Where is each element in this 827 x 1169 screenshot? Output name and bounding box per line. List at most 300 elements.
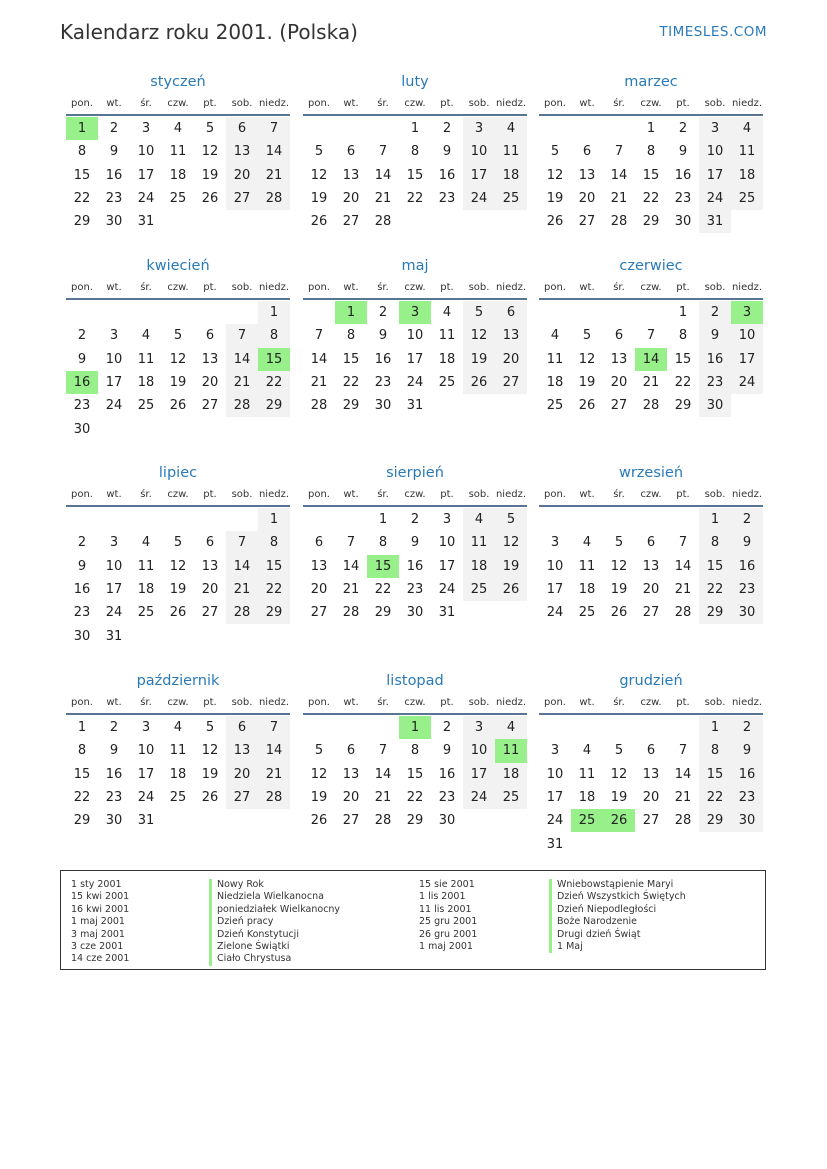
day-cell: 14 bbox=[258, 140, 290, 163]
day-cell: 9 bbox=[77, 351, 87, 367]
day-cell: 18 bbox=[169, 167, 187, 183]
day-cell: 11 bbox=[578, 766, 596, 782]
weekday-label: czw. bbox=[404, 281, 426, 293]
month-block bbox=[539, 72, 763, 233]
weekday-label: pon. bbox=[71, 281, 93, 293]
day-cell: 30 bbox=[674, 214, 692, 230]
month-name: grudzień bbox=[619, 673, 683, 689]
day-cell: 28 bbox=[610, 214, 628, 230]
day-cell: 3 bbox=[463, 716, 495, 739]
day-cell: 21 bbox=[258, 763, 290, 786]
day-cell: 27 bbox=[226, 786, 258, 809]
day-cell: 3 bbox=[550, 535, 560, 551]
day-cell: 4 bbox=[582, 743, 592, 759]
day-cell: 28 bbox=[674, 605, 692, 621]
day-cell: 23 bbox=[674, 191, 692, 207]
day-cell: 8 bbox=[678, 328, 688, 344]
day-cell: 21 bbox=[610, 191, 628, 207]
day-cell: 24 bbox=[546, 605, 564, 621]
legend-date: 15 sie 2001 bbox=[419, 879, 475, 890]
legend-holiday-name: Dzień pracy bbox=[209, 916, 409, 928]
legend-date: 1 maj 2001 bbox=[71, 916, 125, 928]
day-cell: 11 bbox=[495, 140, 527, 163]
day-grid bbox=[539, 301, 763, 417]
empty-cell bbox=[635, 301, 667, 324]
weekday-label: pon. bbox=[544, 281, 566, 293]
day-cell: 13 bbox=[495, 324, 527, 347]
day-cell: 9 bbox=[442, 144, 452, 160]
weekday-label: pt. bbox=[676, 97, 690, 109]
day-cell: 20 bbox=[578, 191, 596, 207]
day-cell: 3 bbox=[109, 328, 119, 344]
day-cell: 3 bbox=[442, 512, 452, 528]
day-cell: 4 bbox=[173, 121, 183, 137]
day-cell: 30 bbox=[699, 394, 731, 417]
empty-cell bbox=[130, 301, 162, 324]
day-cell: 25 bbox=[546, 398, 564, 414]
weekday-label: niedz. bbox=[258, 488, 290, 500]
day-cell: 26 bbox=[610, 605, 628, 621]
day-cell: 16 bbox=[374, 351, 392, 367]
day-cell: 10 bbox=[731, 324, 763, 347]
empty-cell bbox=[667, 716, 699, 739]
legend-date: 16 kwi 2001 bbox=[71, 903, 130, 915]
holiday-day-cell: 25 bbox=[571, 809, 603, 832]
legend-date: 1 maj 2001 bbox=[419, 941, 473, 953]
weekday-label: śr. bbox=[613, 488, 625, 500]
day-cell: 5 bbox=[205, 720, 215, 736]
weekday-label: sob. bbox=[468, 696, 490, 708]
weekday-label: wt. bbox=[343, 281, 359, 293]
day-cell: 27 bbox=[610, 398, 628, 414]
day-cell: 2 bbox=[109, 121, 119, 137]
weekday-label: niedz. bbox=[495, 488, 527, 500]
day-cell: 20 bbox=[201, 375, 219, 391]
empty-cell bbox=[367, 716, 399, 739]
day-cell: 28 bbox=[642, 398, 660, 414]
weekday-label: sob. bbox=[468, 488, 490, 500]
weekday-label: niedz. bbox=[495, 97, 527, 109]
day-cell: 26 bbox=[495, 578, 527, 601]
day-cell: 25 bbox=[169, 191, 187, 207]
day-cell: 9 bbox=[699, 324, 731, 347]
weekday-label: czw. bbox=[404, 696, 426, 708]
weekday-label: wt. bbox=[579, 97, 595, 109]
day-cell: 27 bbox=[342, 214, 360, 230]
day-cell: 5 bbox=[173, 328, 183, 344]
day-cell: 12 bbox=[310, 766, 328, 782]
weekday-label: czw. bbox=[167, 488, 189, 500]
day-cell: 18 bbox=[463, 555, 495, 578]
day-cell: 27 bbox=[226, 187, 258, 210]
weekday-label: czw. bbox=[404, 488, 426, 500]
day-cell: 6 bbox=[582, 144, 592, 160]
day-cell: 31 bbox=[438, 605, 456, 621]
weekday-label: niedz. bbox=[258, 281, 290, 293]
day-cell: 2 bbox=[77, 328, 87, 344]
day-cell: 5 bbox=[550, 144, 560, 160]
legend-holiday-name: Dzień Niepodległości bbox=[549, 904, 759, 916]
weekday-label: pt. bbox=[440, 488, 454, 500]
day-cell: 12 bbox=[495, 531, 527, 554]
day-cell: 6 bbox=[646, 535, 656, 551]
day-cell: 19 bbox=[201, 766, 219, 782]
day-cell: 5 bbox=[614, 743, 624, 759]
weekday-label: śr. bbox=[140, 281, 152, 293]
day-cell: 28 bbox=[310, 398, 328, 414]
day-cell: 29 bbox=[674, 398, 692, 414]
day-cell: 7 bbox=[614, 144, 624, 160]
day-cell: 11 bbox=[169, 743, 187, 759]
empty-cell bbox=[303, 716, 335, 739]
day-cell: 4 bbox=[463, 508, 495, 531]
day-cell: 11 bbox=[578, 558, 596, 574]
day-cell: 18 bbox=[495, 763, 527, 786]
holiday-day-cell: 3 bbox=[399, 301, 431, 324]
day-cell: 7 bbox=[258, 117, 290, 140]
day-cell: 2 bbox=[731, 716, 763, 739]
day-cell: 9 bbox=[731, 739, 763, 762]
day-cell: 4 bbox=[173, 720, 183, 736]
day-cell: 1 bbox=[378, 512, 388, 528]
weekday-label: pt. bbox=[440, 696, 454, 708]
month-block bbox=[303, 463, 527, 624]
day-cell: 8 bbox=[378, 535, 388, 551]
day-cell: 4 bbox=[442, 305, 452, 321]
day-cell: 12 bbox=[463, 324, 495, 347]
day-cell: 7 bbox=[646, 328, 656, 344]
legend-date: 1 lis 2001 bbox=[419, 891, 466, 903]
day-cell: 23 bbox=[731, 578, 763, 601]
day-cell: 26 bbox=[201, 790, 219, 806]
empty-cell bbox=[194, 508, 226, 531]
brand-link[interactable]: TIMESLES.COM bbox=[659, 24, 767, 40]
day-cell: 13 bbox=[226, 739, 258, 762]
day-grid bbox=[66, 716, 290, 832]
day-cell: 13 bbox=[342, 167, 360, 183]
weekday-label: sob. bbox=[231, 281, 253, 293]
legend-date: 1 sty 2001 bbox=[71, 879, 122, 890]
weekday-label: sob. bbox=[231, 488, 253, 500]
day-cell: 8 bbox=[77, 743, 87, 759]
weekday-label: sob. bbox=[704, 281, 726, 293]
empty-cell bbox=[303, 508, 335, 531]
empty-cell bbox=[162, 301, 194, 324]
weekday-label: pt. bbox=[203, 696, 217, 708]
day-cell: 10 bbox=[105, 351, 123, 367]
weekday-label: pon. bbox=[544, 696, 566, 708]
weekday-header bbox=[66, 691, 290, 715]
day-cell: 1 bbox=[699, 716, 731, 739]
day-cell: 29 bbox=[342, 398, 360, 414]
day-cell: 10 bbox=[463, 739, 495, 762]
day-cell: 30 bbox=[73, 628, 91, 644]
day-cell: 2 bbox=[442, 121, 452, 137]
day-cell: 26 bbox=[201, 191, 219, 207]
legend-dates-right bbox=[419, 879, 539, 953]
day-cell: 6 bbox=[646, 743, 656, 759]
day-cell: 21 bbox=[342, 582, 360, 598]
weekday-label: pon. bbox=[71, 488, 93, 500]
day-cell: 5 bbox=[582, 328, 592, 344]
day-cell: 18 bbox=[169, 766, 187, 782]
day-cell: 15 bbox=[258, 555, 290, 578]
weekday-label: pt. bbox=[203, 97, 217, 109]
day-cell: 23 bbox=[105, 191, 123, 207]
weekday-label: wt. bbox=[579, 281, 595, 293]
day-cell: 10 bbox=[699, 140, 731, 163]
day-cell: 15 bbox=[73, 766, 91, 782]
legend-holiday-name: poniedziałek Wielkanocny bbox=[209, 904, 409, 916]
day-cell: 4 bbox=[731, 117, 763, 140]
day-cell: 24 bbox=[137, 191, 155, 207]
day-cell: 10 bbox=[406, 328, 424, 344]
day-cell: 3 bbox=[141, 720, 151, 736]
weekday-label: niedz. bbox=[495, 696, 527, 708]
day-cell: 7 bbox=[378, 144, 388, 160]
day-cell: 29 bbox=[406, 813, 424, 829]
day-cell: 9 bbox=[442, 743, 452, 759]
day-cell: 19 bbox=[546, 191, 564, 207]
day-cell: 28 bbox=[226, 394, 258, 417]
weekday-label: sob. bbox=[704, 696, 726, 708]
day-cell: 17 bbox=[546, 582, 564, 598]
legend-holiday-name: Boże Narodzenie bbox=[549, 916, 759, 928]
day-cell: 16 bbox=[438, 766, 456, 782]
day-cell: 9 bbox=[109, 144, 119, 160]
empty-cell bbox=[66, 301, 98, 324]
legend-date: 3 maj 2001 bbox=[71, 928, 125, 940]
weekday-label: czw. bbox=[167, 281, 189, 293]
day-cell: 17 bbox=[463, 763, 495, 786]
day-cell: 22 bbox=[258, 578, 290, 601]
weekday-label: pon. bbox=[544, 97, 566, 109]
day-cell: 1 bbox=[646, 121, 656, 137]
weekday-header bbox=[66, 92, 290, 116]
day-cell: 25 bbox=[495, 187, 527, 210]
day-cell: 2 bbox=[678, 121, 688, 137]
legend-holiday-name: Nowy Rok bbox=[209, 879, 409, 891]
day-cell: 27 bbox=[495, 371, 527, 394]
day-cell: 29 bbox=[73, 813, 91, 829]
day-cell: 18 bbox=[438, 351, 456, 367]
day-cell: 19 bbox=[610, 582, 628, 598]
day-cell: 6 bbox=[495, 301, 527, 324]
legend-date: 14 cze 2001 bbox=[71, 953, 130, 965]
day-cell: 13 bbox=[310, 558, 328, 574]
day-cell: 4 bbox=[141, 535, 151, 551]
weekday-label: śr. bbox=[140, 696, 152, 708]
day-cell: 7 bbox=[226, 324, 258, 347]
day-cell: 13 bbox=[642, 558, 660, 574]
empty-cell bbox=[367, 117, 399, 140]
day-cell: 15 bbox=[642, 167, 660, 183]
legend-names-right bbox=[549, 879, 759, 953]
day-cell: 23 bbox=[406, 582, 424, 598]
holiday-legend bbox=[60, 870, 766, 970]
day-cell: 15 bbox=[406, 167, 424, 183]
day-cell: 17 bbox=[105, 375, 123, 391]
day-cell: 29 bbox=[73, 214, 91, 230]
month-block bbox=[303, 72, 527, 233]
holiday-day-cell: 15 bbox=[258, 348, 290, 371]
day-cell: 12 bbox=[201, 144, 219, 160]
month-block bbox=[66, 671, 290, 832]
holiday-day-cell: 26 bbox=[603, 809, 635, 832]
empty-cell bbox=[303, 117, 335, 140]
weekday-header bbox=[303, 92, 527, 116]
day-cell: 5 bbox=[314, 144, 324, 160]
day-cell: 23 bbox=[374, 375, 392, 391]
day-cell: 8 bbox=[699, 531, 731, 554]
day-cell: 11 bbox=[137, 558, 155, 574]
weekday-header bbox=[66, 483, 290, 507]
month-block bbox=[303, 671, 527, 832]
day-cell: 28 bbox=[374, 813, 392, 829]
month-block bbox=[539, 256, 763, 417]
day-cell: 18 bbox=[578, 790, 596, 806]
day-cell: 14 bbox=[374, 766, 392, 782]
day-cell: 7 bbox=[678, 743, 688, 759]
day-cell: 2 bbox=[77, 535, 87, 551]
day-cell: 20 bbox=[310, 582, 328, 598]
day-cell: 17 bbox=[137, 167, 155, 183]
day-cell: 24 bbox=[463, 786, 495, 809]
empty-cell bbox=[539, 117, 571, 140]
day-grid bbox=[303, 117, 527, 233]
day-cell: 11 bbox=[169, 144, 187, 160]
weekday-label: niedz. bbox=[258, 97, 290, 109]
day-cell: 24 bbox=[546, 813, 564, 829]
day-cell: 4 bbox=[141, 328, 151, 344]
day-cell: 5 bbox=[314, 743, 324, 759]
day-cell: 15 bbox=[674, 351, 692, 367]
day-cell: 24 bbox=[699, 187, 731, 210]
day-cell: 22 bbox=[642, 191, 660, 207]
day-cell: 5 bbox=[614, 535, 624, 551]
day-cell: 18 bbox=[578, 582, 596, 598]
day-cell: 4 bbox=[550, 328, 560, 344]
empty-cell bbox=[539, 508, 571, 531]
day-cell: 25 bbox=[169, 790, 187, 806]
day-cell: 27 bbox=[642, 813, 660, 829]
weekday-label: pt. bbox=[676, 488, 690, 500]
empty-cell bbox=[603, 508, 635, 531]
day-cell: 14 bbox=[674, 558, 692, 574]
day-cell: 5 bbox=[173, 535, 183, 551]
day-cell: 22 bbox=[374, 582, 392, 598]
day-cell: 4 bbox=[495, 716, 527, 739]
empty-cell bbox=[667, 508, 699, 531]
day-cell: 17 bbox=[699, 164, 731, 187]
day-cell: 12 bbox=[610, 558, 628, 574]
day-cell: 30 bbox=[105, 813, 123, 829]
day-cell: 14 bbox=[258, 739, 290, 762]
day-cell: 23 bbox=[699, 371, 731, 394]
weekday-label: sob. bbox=[704, 97, 726, 109]
month-block bbox=[539, 671, 763, 856]
day-cell: 16 bbox=[105, 167, 123, 183]
day-cell: 4 bbox=[495, 117, 527, 140]
day-cell: 10 bbox=[546, 558, 564, 574]
weekday-header bbox=[303, 691, 527, 715]
day-cell: 13 bbox=[201, 351, 219, 367]
day-cell: 13 bbox=[642, 766, 660, 782]
weekday-label: pon. bbox=[544, 488, 566, 500]
day-cell: 8 bbox=[646, 144, 656, 160]
day-cell: 11 bbox=[546, 351, 564, 367]
weekday-label: wt. bbox=[579, 696, 595, 708]
month-name: sierpień bbox=[386, 465, 444, 481]
day-cell: 15 bbox=[73, 167, 91, 183]
weekday-label: niedz. bbox=[731, 696, 763, 708]
day-cell: 24 bbox=[105, 605, 123, 621]
weekday-label: śr. bbox=[140, 97, 152, 109]
day-grid bbox=[66, 301, 290, 441]
day-cell: 3 bbox=[550, 743, 560, 759]
day-cell: 18 bbox=[137, 582, 155, 598]
day-cell: 28 bbox=[226, 601, 258, 624]
weekday-header bbox=[539, 276, 763, 300]
day-cell: 19 bbox=[610, 790, 628, 806]
weekday-label: pon. bbox=[308, 97, 330, 109]
day-cell: 6 bbox=[346, 743, 356, 759]
weekday-label: czw. bbox=[167, 696, 189, 708]
day-cell: 23 bbox=[73, 605, 91, 621]
day-cell: 13 bbox=[578, 167, 596, 183]
day-cell: 20 bbox=[342, 790, 360, 806]
weekday-header bbox=[66, 276, 290, 300]
day-cell: 17 bbox=[406, 351, 424, 367]
day-cell: 12 bbox=[169, 351, 187, 367]
day-cell: 17 bbox=[438, 558, 456, 574]
day-cell: 31 bbox=[137, 214, 155, 230]
day-cell: 22 bbox=[699, 578, 731, 601]
weekday-label: sob. bbox=[468, 97, 490, 109]
empty-cell bbox=[335, 716, 367, 739]
day-cell: 13 bbox=[201, 558, 219, 574]
day-cell: 26 bbox=[310, 214, 328, 230]
empty-cell bbox=[226, 301, 258, 324]
weekday-header bbox=[539, 691, 763, 715]
day-cell: 7 bbox=[378, 743, 388, 759]
day-cell: 25 bbox=[731, 187, 763, 210]
weekday-label: niedz. bbox=[731, 281, 763, 293]
legend-holiday-name: Niedziela Wielkanocna bbox=[209, 891, 409, 903]
legend-date: 3 cze 2001 bbox=[71, 941, 124, 953]
day-cell: 10 bbox=[546, 766, 564, 782]
day-cell: 8 bbox=[410, 743, 420, 759]
day-cell: 23 bbox=[438, 790, 456, 806]
weekday-header bbox=[539, 483, 763, 507]
day-cell: 29 bbox=[374, 605, 392, 621]
day-cell: 31 bbox=[137, 813, 155, 829]
day-cell: 1 bbox=[77, 720, 87, 736]
weekday-label: śr. bbox=[613, 281, 625, 293]
weekday-label: pt. bbox=[676, 696, 690, 708]
day-cell: 19 bbox=[310, 191, 328, 207]
day-cell: 25 bbox=[137, 605, 155, 621]
day-grid bbox=[539, 117, 763, 233]
day-cell: 20 bbox=[342, 191, 360, 207]
day-cell: 21 bbox=[642, 375, 660, 391]
empty-cell bbox=[335, 117, 367, 140]
month-name: czerwiec bbox=[619, 258, 683, 274]
holiday-day-cell: 1 bbox=[66, 117, 98, 140]
legend-holiday-name: Dzień Wszystkich Świętych bbox=[549, 891, 759, 903]
day-cell: 30 bbox=[406, 605, 424, 621]
day-cell: 26 bbox=[463, 371, 495, 394]
